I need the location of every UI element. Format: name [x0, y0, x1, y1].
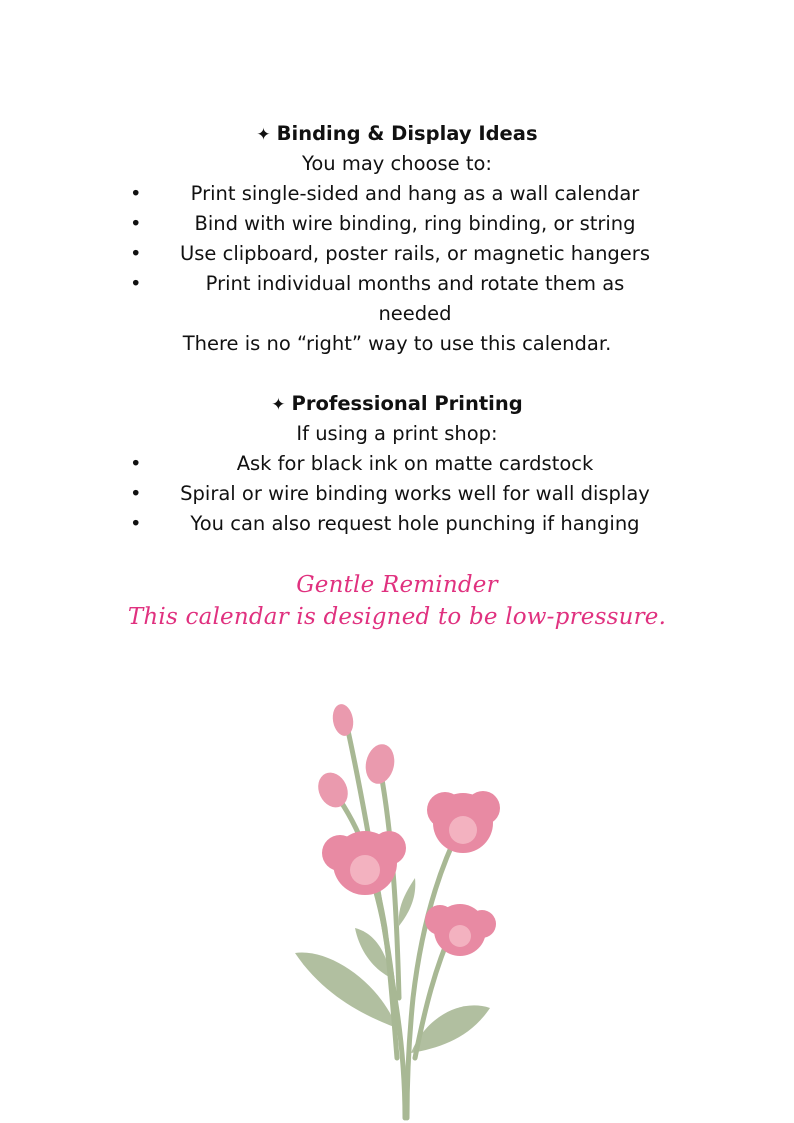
sparkle-icon: ✦: [256, 125, 271, 145]
sparkle-icon: ✦: [271, 395, 286, 415]
reminder-title: Gentle Reminder: [296, 572, 498, 598]
pink-flower-bouquet-icon: [285, 698, 515, 1123]
bullet-dot: •: [130, 272, 142, 295]
list-item: Use clipboard, poster rails, or magnetic hangers: [180, 242, 650, 265]
bullet-dot: •: [130, 182, 142, 205]
printing-heading: ✦ Professional Printing: [271, 392, 523, 415]
binding-heading: ✦ Binding & Display Ideas: [256, 122, 538, 145]
list-item-continued: needed: [378, 302, 452, 325]
list-item: You can also request hole punching if hanging: [190, 512, 640, 535]
binding-intro: You may choose to:: [302, 152, 492, 175]
list-item: Spiral or wire binding works well for wall display: [180, 482, 650, 505]
bullet-dot: •: [130, 212, 142, 235]
bullet-dot: •: [130, 482, 142, 505]
bullet-dot: •: [130, 242, 142, 265]
bullet-dot: •: [130, 452, 142, 475]
binding-note: There is no “right” way to use this calendar.: [182, 332, 612, 355]
list-item: Print individual months and rotate them as: [205, 272, 625, 295]
printing-intro: If using a print shop:: [296, 422, 498, 445]
reminder-text: This calendar is designed to be low-pressure.: [127, 604, 667, 630]
list-item: Bind with wire binding, ring binding, or string: [194, 212, 636, 235]
list-item: Ask for black ink on matte cardstock: [236, 452, 594, 475]
bullet-dot: •: [130, 512, 142, 535]
list-item: Print single-sided and hang as a wall calendar: [190, 182, 640, 205]
